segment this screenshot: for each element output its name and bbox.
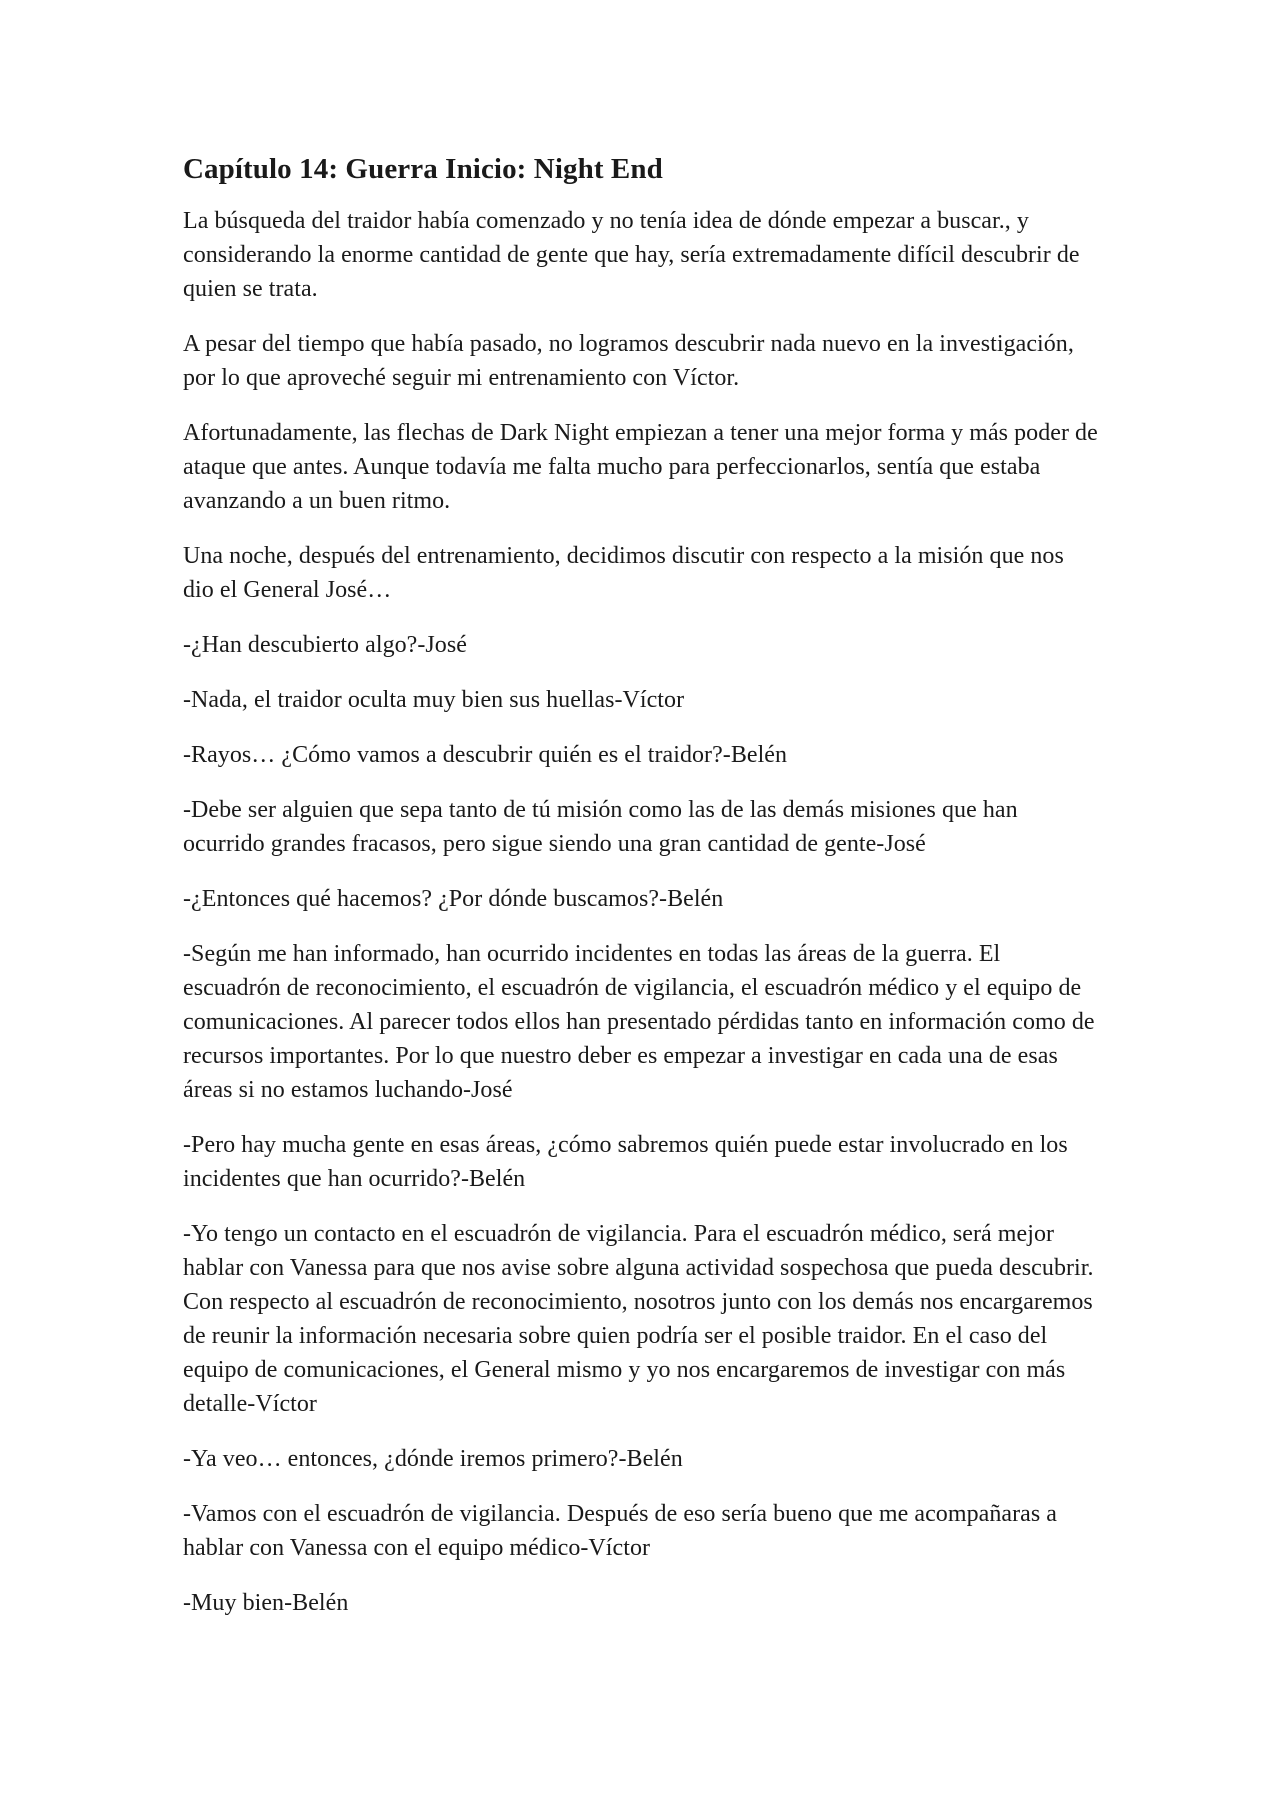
- document-body: [183, 150, 1098, 1641]
- paragraph-1: La búsqueda del traidor había comenzado y no tenía idea de dónde empezar a buscar., y considerando la enorme cantidad de gente que hay, sería extremadamente difícil descubrir de quien se trata.: [183, 208, 1080, 302]
- dialogue-line-5: -¿Entonces qué hacemos? ¿Por dónde buscamos?-Belén: [183, 886, 724, 912]
- dialogue-line-9: -Ya veo… entonces, ¿dónde iremos primero?-Belén: [183, 1446, 683, 1472]
- dialogue-line-2: -Nada, el traidor oculta muy bien sus huellas-Víctor: [183, 687, 685, 713]
- dialogue-line-6: -Según me han informado, han ocurrido incidentes en todas las áreas de la guerra. El escuadrón de reconocimiento, el escuadrón de vigilancia, el escuadrón médico y el equipo de comunicaciones. Al parecer todos ellos han presentado pérdidas tanto en información como de recursos importantes. Por lo que nuestro deber es empezar a investigar en cada una de esas áreas si no estamos luchando-José: [183, 941, 1095, 1103]
- dialogue-line-3: -Rayos… ¿Cómo vamos a descubrir quién es el traidor?-Belén: [183, 742, 788, 768]
- paragraph-3: Afortunadamente, las flechas de Dark Night empiezan a tener una mejor forma y más poder de ataque que antes. Aunque todavía me falta mucho para perfeccionarlos, sentía que estaba avanzando a un buen ritmo.: [183, 420, 1098, 514]
- dialogue-line-8: -Yo tengo un contacto en el escuadrón de vigilancia. Para el escuadrón médico, será mejor hablar con Vanessa para que nos avise sobre alguna actividad sospechosa que pueda descubrir. Con respecto al escuadrón de reconocimiento, nosotros junto con los demás nos encargaremos de reunir la información necesaria sobre quien podría ser el posible traidor. En el caso del equipo de comunicaciones, el General mismo y yo nos encargaremos de investigar con más detalle-Víctor: [183, 1221, 1094, 1417]
- paragraph-4: Una noche, después del entrenamiento, decidimos discutir con respecto a la misión que nos dio el General José…: [183, 543, 1064, 603]
- paragraph-2: A pesar del tiempo que había pasado, no logramos descubrir nada nuevo en la investigación, por lo que aproveché seguir mi entrenamiento con Víctor.: [183, 331, 1074, 391]
- dialogue-line-10: -Vamos con el escuadrón de vigilancia. Después de eso sería bueno que me acompañaras a hablar con Vanessa con el equipo médico-Víctor: [183, 1501, 1057, 1561]
- dialogue-line-7: -Pero hay mucha gente en esas áreas, ¿cómo sabremos quién puede estar involucrado en los incidentes que han ocurrido?-Belén: [183, 1132, 1068, 1192]
- dialogue-line-1: -¿Han descubierto algo?-José: [183, 632, 467, 658]
- chapter-title: Capítulo 14: Guerra Inicio: Night End: [183, 153, 663, 185]
- dialogue-line-4: -Debe ser alguien que sepa tanto de tú misión como las de las demás misiones que han ocurrido grandes fracasos, pero sigue siendo una gran cantidad de gente-José: [183, 797, 1018, 857]
- dialogue-line-11: -Muy bien-Belén: [183, 1590, 349, 1616]
